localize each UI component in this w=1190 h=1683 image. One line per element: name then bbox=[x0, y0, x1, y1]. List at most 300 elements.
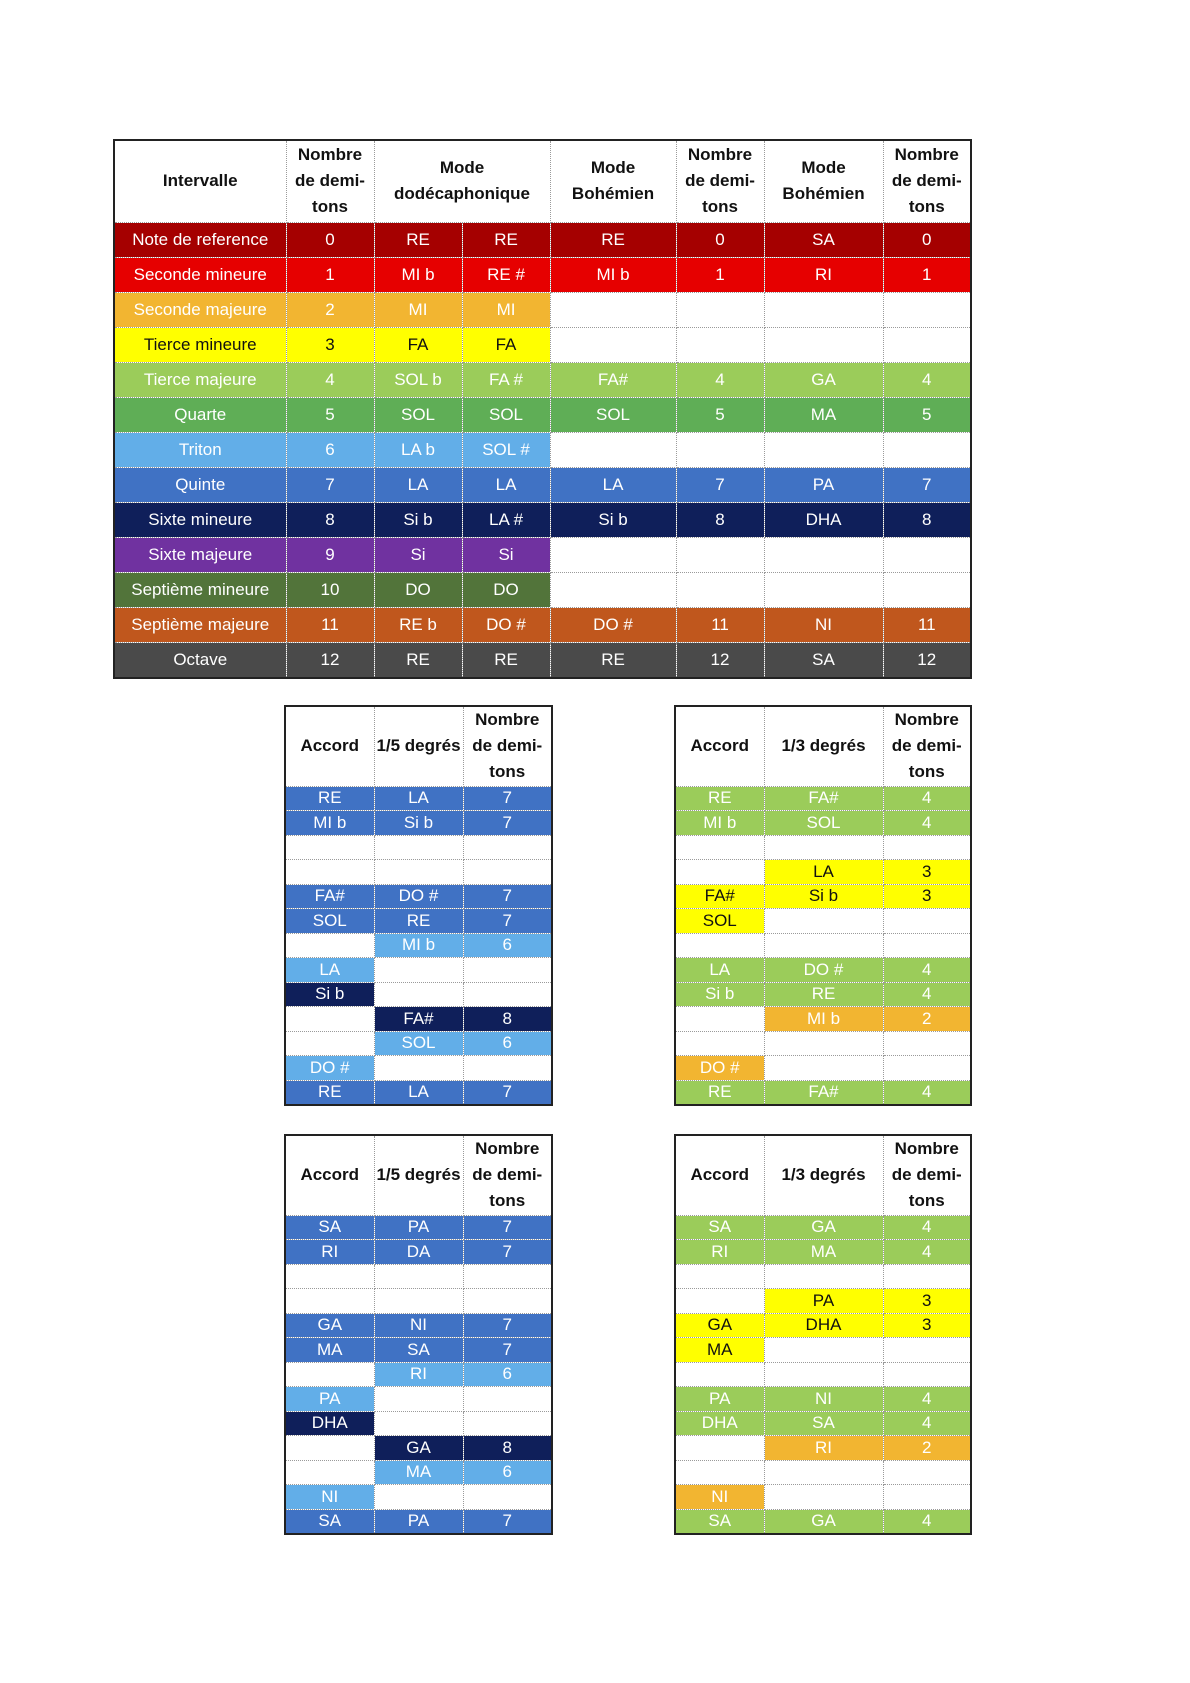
chord-cell bbox=[675, 835, 764, 860]
interval-value-cell: RE bbox=[374, 642, 462, 678]
interval-value-cell: MI b bbox=[374, 257, 462, 292]
interval-name-cell: Quarte bbox=[114, 397, 286, 432]
chord-cell: FA# bbox=[285, 884, 374, 909]
chord-cell: MA bbox=[285, 1338, 374, 1363]
header-accord: Accord bbox=[285, 706, 374, 786]
chord-cell bbox=[285, 1436, 374, 1461]
chord-rows bbox=[675, 786, 971, 1105]
interval-value-cell: DO # bbox=[462, 607, 550, 642]
chord-cell: 7 bbox=[463, 1240, 552, 1265]
interval-value-cell: SOL bbox=[462, 397, 550, 432]
chord-cell bbox=[883, 1460, 971, 1485]
interval-row bbox=[114, 537, 971, 572]
interval-value-cell bbox=[883, 327, 971, 362]
chord-row bbox=[675, 811, 971, 836]
chord-cell: RE bbox=[675, 786, 764, 811]
interval-row bbox=[114, 467, 971, 502]
interval-value-cell: RE bbox=[550, 222, 676, 257]
chord-cell: SA bbox=[675, 1509, 764, 1534]
chord-row bbox=[675, 933, 971, 958]
chord-cell bbox=[675, 933, 764, 958]
interval-value-cell bbox=[883, 537, 971, 572]
interval-value-cell: LA bbox=[374, 467, 462, 502]
interval-value-cell bbox=[764, 432, 883, 467]
chord-cell: PA bbox=[764, 1289, 883, 1314]
interval-value-cell: 8 bbox=[883, 502, 971, 537]
chord-cell: 3 bbox=[883, 1313, 971, 1338]
chord-cell: GA bbox=[764, 1215, 883, 1240]
chord-cell: SOL bbox=[285, 909, 374, 934]
interval-value-cell: RE bbox=[462, 222, 550, 257]
interval-value-cell: FA bbox=[374, 327, 462, 362]
chord-cell: Si b bbox=[285, 982, 374, 1007]
chord-cell: 4 bbox=[883, 786, 971, 811]
interval-table bbox=[113, 139, 972, 679]
chord-cell: LA bbox=[285, 958, 374, 983]
chord-cell: PA bbox=[374, 1509, 463, 1534]
interval-value-cell bbox=[676, 537, 764, 572]
interval-value-cell: SA bbox=[764, 222, 883, 257]
chord-cell: DA bbox=[374, 1240, 463, 1265]
interval-value-cell: 12 bbox=[883, 642, 971, 678]
chord-cell bbox=[285, 1264, 374, 1289]
chord-row bbox=[285, 1056, 552, 1081]
chord-row bbox=[285, 1007, 552, 1032]
chord-cell: RI bbox=[285, 1240, 374, 1265]
chord-cell: RE bbox=[764, 982, 883, 1007]
chord-table-thirds-western bbox=[674, 705, 972, 1106]
chord-cell bbox=[883, 1485, 971, 1510]
interval-value-cell: 9 bbox=[286, 537, 374, 572]
interval-row bbox=[114, 642, 971, 678]
header-intervalle: Intervalle bbox=[114, 140, 286, 222]
chord-cell: 4 bbox=[883, 811, 971, 836]
chord-cell bbox=[675, 1362, 764, 1387]
interval-row bbox=[114, 362, 971, 397]
chord-cell: SOL bbox=[374, 1031, 463, 1056]
chord-cell: Si b bbox=[764, 884, 883, 909]
chord-cell: 3 bbox=[883, 884, 971, 909]
chord-row bbox=[285, 860, 552, 885]
chord-cell bbox=[374, 982, 463, 1007]
interval-value-cell: RE b bbox=[374, 607, 462, 642]
interval-value-cell: 5 bbox=[676, 397, 764, 432]
chord-row bbox=[675, 1313, 971, 1338]
interval-value-cell: RE bbox=[462, 642, 550, 678]
chord-row bbox=[675, 1460, 971, 1485]
header-demi-tons: Nombre de demi-tons bbox=[883, 706, 971, 786]
chord-cell: 4 bbox=[883, 1509, 971, 1534]
chord-cell: 6 bbox=[463, 933, 552, 958]
chord-cell bbox=[285, 835, 374, 860]
chord-cell: LA bbox=[764, 860, 883, 885]
chord-cell: 7 bbox=[463, 1215, 552, 1240]
chord-row bbox=[285, 1289, 552, 1314]
chord-row bbox=[675, 909, 971, 934]
chord-cell: GA bbox=[675, 1313, 764, 1338]
chord-cell bbox=[285, 860, 374, 885]
chord-cell: PA bbox=[675, 1387, 764, 1412]
chord-cell bbox=[764, 909, 883, 934]
chord-cell bbox=[764, 933, 883, 958]
chord-row bbox=[675, 958, 971, 983]
chord-cell bbox=[764, 1031, 883, 1056]
chord-cell: 7 bbox=[463, 1080, 552, 1105]
chord-cell bbox=[285, 933, 374, 958]
chord-cell: LA bbox=[374, 1080, 463, 1105]
interval-value-cell: RI bbox=[764, 257, 883, 292]
chord-cell: SOL bbox=[764, 811, 883, 836]
chord-cell: NI bbox=[374, 1313, 463, 1338]
chord-cell bbox=[883, 909, 971, 934]
interval-name-cell: Septième majeure bbox=[114, 607, 286, 642]
chord-row bbox=[285, 1240, 552, 1265]
interval-row bbox=[114, 572, 971, 607]
interval-name-cell: Sixte mineure bbox=[114, 502, 286, 537]
interval-value-cell: LA bbox=[462, 467, 550, 502]
chord-cell: 4 bbox=[883, 1411, 971, 1436]
chord-cell bbox=[374, 1264, 463, 1289]
chord-cell bbox=[675, 1264, 764, 1289]
chord-cell bbox=[285, 1289, 374, 1314]
interval-value-cell: 4 bbox=[286, 362, 374, 397]
chord-cell bbox=[463, 958, 552, 983]
header-degres: 1/5 degrés bbox=[374, 706, 463, 786]
chord-cell: RI bbox=[675, 1240, 764, 1265]
chord-cell: 3 bbox=[883, 860, 971, 885]
chord-row bbox=[675, 1289, 971, 1314]
chord-cell: 4 bbox=[883, 982, 971, 1007]
chord-cell bbox=[285, 1007, 374, 1032]
chord-cell bbox=[675, 1289, 764, 1314]
interval-row bbox=[114, 222, 971, 257]
chord-cell bbox=[883, 1338, 971, 1363]
chord-cell bbox=[374, 1056, 463, 1081]
interval-value-cell bbox=[676, 327, 764, 362]
chord-row bbox=[285, 1264, 552, 1289]
chord-row bbox=[285, 1436, 552, 1461]
chord-cell: 6 bbox=[463, 1460, 552, 1485]
chord-row bbox=[285, 786, 552, 811]
chord-rows bbox=[285, 786, 552, 1105]
chord-row bbox=[675, 860, 971, 885]
chord-cell: 4 bbox=[883, 1240, 971, 1265]
interval-value-cell: Si b bbox=[550, 502, 676, 537]
header-demi-tons: Nombre de demi-tons bbox=[883, 1135, 971, 1215]
interval-value-cell: RE bbox=[550, 642, 676, 678]
chord-cell bbox=[675, 1436, 764, 1461]
chord-row bbox=[675, 1509, 971, 1534]
header-accord: Accord bbox=[675, 706, 764, 786]
chord-cell bbox=[675, 1007, 764, 1032]
chord-cell bbox=[764, 1264, 883, 1289]
interval-name-cell: Sixte majeure bbox=[114, 537, 286, 572]
header-demi-tons: Nombre de demi-tons bbox=[463, 1135, 552, 1215]
chord-cell: 7 bbox=[463, 884, 552, 909]
interval-value-cell: 0 bbox=[883, 222, 971, 257]
chord-cell bbox=[883, 1031, 971, 1056]
chord-cell: PA bbox=[285, 1387, 374, 1412]
interval-value-cell: 8 bbox=[676, 502, 764, 537]
chord-cell bbox=[374, 1485, 463, 1510]
interval-value-cell bbox=[550, 432, 676, 467]
interval-value-cell: MI b bbox=[550, 257, 676, 292]
chord-table-fifths-bohemian bbox=[284, 1134, 553, 1535]
interval-value-cell bbox=[764, 292, 883, 327]
interval-value-cell: MA bbox=[764, 397, 883, 432]
interval-row bbox=[114, 257, 971, 292]
header-demi-tons: Nombre de demi-tons bbox=[286, 140, 374, 222]
interval-row bbox=[114, 327, 971, 362]
chord-cell bbox=[374, 835, 463, 860]
chord-cell: 2 bbox=[883, 1007, 971, 1032]
chord-cell: RI bbox=[374, 1362, 463, 1387]
chord-row bbox=[285, 909, 552, 934]
chord-row bbox=[675, 1362, 971, 1387]
interval-value-cell: FA bbox=[462, 327, 550, 362]
chord-cell bbox=[883, 1362, 971, 1387]
header-mode-bohemien-2: Mode Bohémien bbox=[764, 140, 883, 222]
chord-cell: 7 bbox=[463, 1338, 552, 1363]
chord-cell bbox=[374, 1411, 463, 1436]
chord-cell bbox=[675, 860, 764, 885]
chord-cell: FA# bbox=[374, 1007, 463, 1032]
chord-cell: Si b bbox=[675, 982, 764, 1007]
header-mode-dodecaphonique: Mode dodécaphonique bbox=[374, 140, 550, 222]
interval-value-cell bbox=[676, 432, 764, 467]
chord-cell bbox=[463, 1289, 552, 1314]
interval-value-cell: 11 bbox=[676, 607, 764, 642]
interval-value-cell: 5 bbox=[286, 397, 374, 432]
interval-value-cell: SOL bbox=[550, 397, 676, 432]
interval-name-cell: Seconde mineure bbox=[114, 257, 286, 292]
interval-value-cell: 7 bbox=[286, 467, 374, 502]
interval-value-cell: 1 bbox=[676, 257, 764, 292]
chord-row bbox=[285, 884, 552, 909]
interval-value-cell bbox=[764, 572, 883, 607]
chord-cell: GA bbox=[764, 1509, 883, 1534]
chord-row bbox=[675, 1080, 971, 1105]
chord-row bbox=[285, 1313, 552, 1338]
chord-cell: SA bbox=[675, 1215, 764, 1240]
chord-cell bbox=[374, 1387, 463, 1412]
interval-value-cell: 7 bbox=[883, 467, 971, 502]
interval-name-cell: Quinte bbox=[114, 467, 286, 502]
chord-cell: FA# bbox=[764, 786, 883, 811]
chord-table-fifths-western bbox=[284, 705, 553, 1106]
interval-value-cell: GA bbox=[764, 362, 883, 397]
chord-cell: NI bbox=[285, 1485, 374, 1510]
chord-row bbox=[285, 958, 552, 983]
chord-cell bbox=[675, 1031, 764, 1056]
chord-cell: LA bbox=[675, 958, 764, 983]
chord-cell: DO # bbox=[764, 958, 883, 983]
chord-cell: LA bbox=[374, 786, 463, 811]
interval-value-cell: 1 bbox=[883, 257, 971, 292]
chord-cell: 7 bbox=[463, 909, 552, 934]
chord-cell: 4 bbox=[883, 1215, 971, 1240]
interval-value-cell bbox=[550, 292, 676, 327]
interval-name-cell: Note de reference bbox=[114, 222, 286, 257]
chord-cell: 7 bbox=[463, 786, 552, 811]
chord-cell: RI bbox=[764, 1436, 883, 1461]
chord-row bbox=[675, 1240, 971, 1265]
interval-value-cell: MI bbox=[374, 292, 462, 327]
chord-cell bbox=[374, 958, 463, 983]
chord-cell: PA bbox=[374, 1215, 463, 1240]
interval-value-cell: DO bbox=[374, 572, 462, 607]
chord-cell: RE bbox=[285, 786, 374, 811]
chord-cell: MI b bbox=[285, 811, 374, 836]
chord-cell: RE bbox=[675, 1080, 764, 1105]
chord-row bbox=[285, 835, 552, 860]
chord-row bbox=[675, 1485, 971, 1510]
chord-cell: SA bbox=[374, 1338, 463, 1363]
chord-row bbox=[285, 933, 552, 958]
chord-cell: MA bbox=[675, 1338, 764, 1363]
chord-cell: 3 bbox=[883, 1289, 971, 1314]
interval-value-cell bbox=[883, 572, 971, 607]
chord-cell: 4 bbox=[883, 1387, 971, 1412]
chord-cell: 8 bbox=[463, 1436, 552, 1461]
chord-row bbox=[675, 1215, 971, 1240]
chord-cell bbox=[675, 1460, 764, 1485]
header-accord: Accord bbox=[675, 1135, 764, 1215]
chord-cell bbox=[463, 1264, 552, 1289]
interval-name-cell: Octave bbox=[114, 642, 286, 678]
header-mode-bohemien: Mode Bohémien bbox=[550, 140, 676, 222]
chord-row bbox=[285, 1509, 552, 1534]
chord-cell bbox=[764, 1056, 883, 1081]
chord-row bbox=[675, 1031, 971, 1056]
chord-cell: MA bbox=[764, 1240, 883, 1265]
chord-row bbox=[285, 1387, 552, 1412]
chord-cell: SA bbox=[285, 1215, 374, 1240]
chord-cell bbox=[463, 1411, 552, 1436]
interval-value-cell: FA # bbox=[462, 362, 550, 397]
interval-value-cell: DO # bbox=[550, 607, 676, 642]
chord-cell: DHA bbox=[285, 1411, 374, 1436]
chord-row bbox=[285, 1338, 552, 1363]
interval-name-cell: Septième mineure bbox=[114, 572, 286, 607]
header-demi-tons: Nombre de demi-tons bbox=[463, 706, 552, 786]
interval-value-cell: 0 bbox=[676, 222, 764, 257]
chord-row bbox=[285, 1215, 552, 1240]
interval-value-cell: DHA bbox=[764, 502, 883, 537]
interval-value-cell: 12 bbox=[286, 642, 374, 678]
interval-value-cell bbox=[764, 327, 883, 362]
interval-value-cell: 6 bbox=[286, 432, 374, 467]
interval-value-cell: SOL # bbox=[462, 432, 550, 467]
chord-cell bbox=[463, 1056, 552, 1081]
chord-cell: SOL bbox=[675, 909, 764, 934]
chord-cell: MI b bbox=[675, 811, 764, 836]
chord-cell: 7 bbox=[463, 1313, 552, 1338]
interval-value-cell: Si bbox=[462, 537, 550, 572]
chord-row bbox=[285, 1080, 552, 1105]
chord-cell: DO # bbox=[374, 884, 463, 909]
chord-row bbox=[285, 982, 552, 1007]
chord-cell: 8 bbox=[463, 1007, 552, 1032]
chord-cell: 2 bbox=[883, 1436, 971, 1461]
interval-value-cell: FA# bbox=[550, 362, 676, 397]
chord-rows bbox=[675, 1215, 971, 1534]
interval-name-cell: Tierce mineure bbox=[114, 327, 286, 362]
chord-cell bbox=[883, 1056, 971, 1081]
chord-cell bbox=[764, 1338, 883, 1363]
interval-value-cell: LA # bbox=[462, 502, 550, 537]
interval-value-cell bbox=[676, 292, 764, 327]
chord-cell bbox=[285, 1460, 374, 1485]
interval-value-cell: NI bbox=[764, 607, 883, 642]
chord-rows bbox=[285, 1215, 552, 1534]
interval-value-cell: PA bbox=[764, 467, 883, 502]
interval-rows bbox=[114, 222, 971, 678]
chord-cell: 4 bbox=[883, 958, 971, 983]
interval-value-cell: 0 bbox=[286, 222, 374, 257]
interval-value-cell: Si bbox=[374, 537, 462, 572]
interval-value-cell: 10 bbox=[286, 572, 374, 607]
chord-cell: SA bbox=[764, 1411, 883, 1436]
chord-row bbox=[675, 1387, 971, 1412]
chord-cell: MI b bbox=[764, 1007, 883, 1032]
chord-cell: MI b bbox=[374, 933, 463, 958]
chord-table-thirds-bohemian bbox=[674, 1134, 972, 1535]
interval-value-cell: 3 bbox=[286, 327, 374, 362]
interval-row bbox=[114, 607, 971, 642]
chord-cell: RE bbox=[285, 1080, 374, 1105]
interval-value-cell: Si b bbox=[374, 502, 462, 537]
interval-value-cell: 4 bbox=[676, 362, 764, 397]
interval-row bbox=[114, 432, 971, 467]
interval-value-cell: SA bbox=[764, 642, 883, 678]
chord-row bbox=[675, 884, 971, 909]
interval-value-cell: 2 bbox=[286, 292, 374, 327]
chord-cell: MA bbox=[374, 1460, 463, 1485]
chord-cell: DHA bbox=[675, 1411, 764, 1436]
chord-row bbox=[675, 1338, 971, 1363]
interval-value-cell bbox=[883, 432, 971, 467]
interval-value-cell: 1 bbox=[286, 257, 374, 292]
chord-cell: 6 bbox=[463, 1031, 552, 1056]
chord-cell bbox=[463, 835, 552, 860]
interval-value-cell bbox=[764, 537, 883, 572]
chord-row bbox=[285, 1031, 552, 1056]
interval-value-cell bbox=[883, 292, 971, 327]
chord-row bbox=[675, 1264, 971, 1289]
chord-cell bbox=[463, 982, 552, 1007]
chord-cell: NI bbox=[675, 1485, 764, 1510]
chord-cell bbox=[764, 1485, 883, 1510]
chord-cell bbox=[764, 1460, 883, 1485]
chord-cell bbox=[883, 835, 971, 860]
chord-cell: GA bbox=[285, 1313, 374, 1338]
chord-cell bbox=[463, 1485, 552, 1510]
interval-value-cell: 7 bbox=[676, 467, 764, 502]
header-degres: 1/3 degrés bbox=[764, 1135, 883, 1215]
interval-value-cell: LA b bbox=[374, 432, 462, 467]
chord-cell: Si b bbox=[374, 811, 463, 836]
chord-row bbox=[675, 1436, 971, 1461]
chord-cell: 7 bbox=[463, 811, 552, 836]
chord-cell: 6 bbox=[463, 1362, 552, 1387]
interval-value-cell: RE bbox=[374, 222, 462, 257]
interval-value-cell: 11 bbox=[883, 607, 971, 642]
chord-cell: NI bbox=[764, 1387, 883, 1412]
header-demi-tons-3: Nombre de demi-tons bbox=[883, 140, 971, 222]
interval-value-cell: LA bbox=[550, 467, 676, 502]
chord-cell: FA# bbox=[675, 884, 764, 909]
